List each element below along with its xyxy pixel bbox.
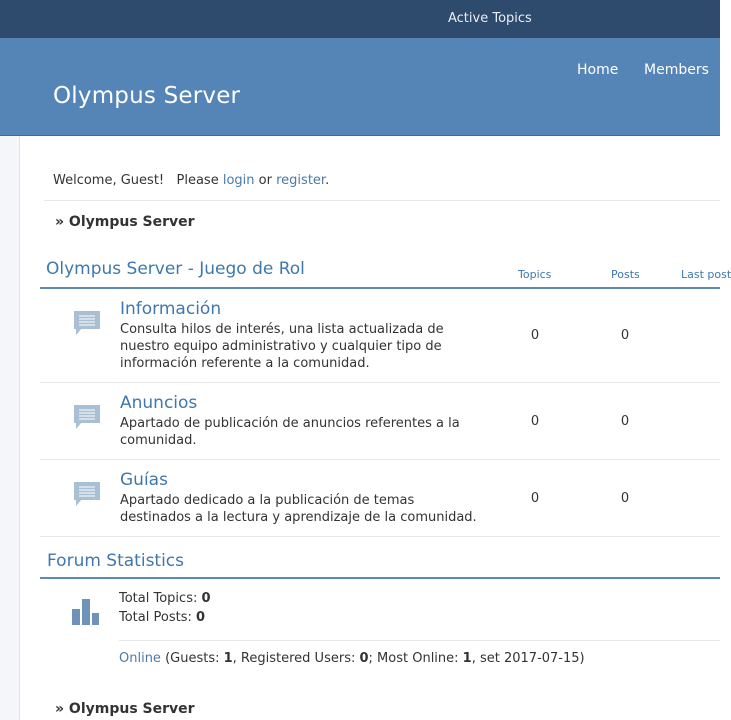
- forum-description: Apartado de publicación de anuncios referentes a la comunidad.: [120, 416, 460, 448]
- nav-members-link[interactable]: Members: [644, 62, 709, 78]
- welcome-text: Welcome, Guest! Please: [53, 173, 219, 188]
- bar-chart-icon: [72, 598, 100, 630]
- guests-label: (Guests:: [165, 651, 220, 666]
- column-header-topics: Topics: [518, 268, 552, 281]
- breadcrumb-bottom[interactable]: » Olympus Server: [55, 701, 195, 717]
- category-title[interactable]: Olympus Server - Juego de Rol: [46, 259, 305, 279]
- forum-description: Apartado dedicado a la publicación de temas destinados a la lectura y aprendizaje de la comunidad.: [120, 493, 477, 525]
- forum-bubble-icon: [73, 404, 101, 434]
- divider: [44, 200, 720, 201]
- forum-description: Consulta hilos de interés, una lista actualizada de nuestro equipo administrativo y cualquier tipo de información referente a la comunidad.: [120, 322, 444, 371]
- column-header-posts: Posts: [611, 268, 640, 281]
- forum-bubble-icon: [73, 481, 101, 511]
- forum-row: [40, 289, 720, 383]
- forum-name[interactable]: Información: [120, 299, 222, 319]
- forum-bubble-icon: [73, 310, 101, 340]
- stats-title: Forum Statistics: [47, 551, 185, 571]
- left-gutter: [0, 136, 20, 720]
- forum-posts-count: 0: [620, 328, 630, 343]
- welcome-message: [53, 173, 329, 188]
- forum-posts-count: 0: [620, 414, 630, 429]
- column-header-last-post: Last post: [681, 268, 731, 281]
- registered-count: 0: [359, 651, 369, 666]
- forum-name[interactable]: Guías: [120, 470, 168, 490]
- total-posts-label: Total Posts:: [119, 610, 192, 625]
- forum-row: [40, 383, 720, 460]
- most-online-count: 1: [462, 651, 472, 666]
- stat-total-topics: [119, 591, 211, 606]
- total-topics-value: 0: [201, 591, 211, 606]
- forum-posts-count: 0: [620, 491, 630, 506]
- top-bar: [0, 0, 720, 38]
- forum-topics-count: 0: [530, 414, 540, 429]
- active-topics-link[interactable]: Active Topics: [448, 11, 532, 26]
- total-topics-label: Total Topics:: [119, 591, 198, 606]
- divider: [119, 640, 720, 641]
- welcome-or: or: [258, 173, 272, 188]
- forum-topics-count: 0: [530, 491, 540, 506]
- stats-rule: [40, 577, 720, 579]
- breadcrumb-top[interactable]: » Olympus Server: [55, 214, 195, 230]
- guests-count: 1: [223, 651, 233, 666]
- welcome-period: .: [325, 173, 330, 188]
- online-stats: [119, 651, 585, 666]
- most-online-date: , set 2017-07-15): [471, 651, 585, 666]
- forum-name[interactable]: Anuncios: [120, 393, 198, 413]
- nav-home-link[interactable]: Home: [577, 62, 619, 78]
- registered-label: , Registered Users:: [232, 651, 356, 666]
- site-header: [0, 38, 720, 136]
- login-link[interactable]: login: [222, 173, 255, 188]
- total-posts-value: 0: [196, 610, 206, 625]
- stat-total-posts: [119, 610, 205, 625]
- most-online-label: ; Most Online:: [368, 651, 459, 666]
- forum-row: [40, 460, 720, 537]
- register-link[interactable]: register: [276, 173, 326, 188]
- site-title[interactable]: Olympus Server: [53, 83, 241, 109]
- online-link[interactable]: Online: [119, 651, 161, 666]
- forum-topics-count: 0: [530, 328, 540, 343]
